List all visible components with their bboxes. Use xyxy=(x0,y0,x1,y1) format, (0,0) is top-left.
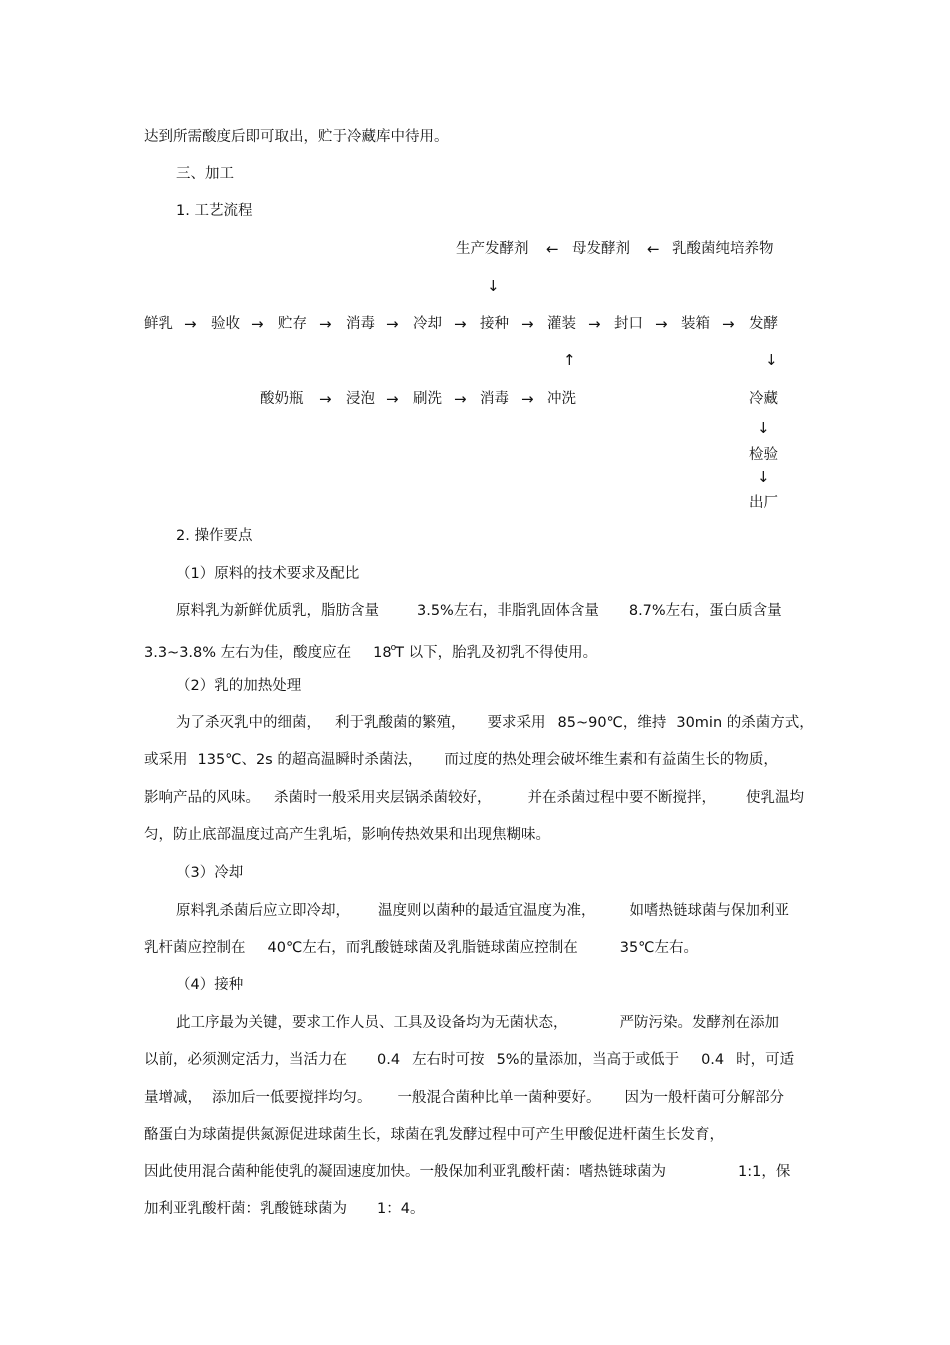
right-arrow: → xyxy=(521,390,534,408)
text-segment: 影响产品的风味。 xyxy=(144,790,260,806)
right-arrow: → xyxy=(655,315,668,333)
item-heading-inoculation: （4）接种 xyxy=(176,977,244,993)
text-segment: 135℃、2s 的超高温瞬时杀菌法， xyxy=(197,752,423,768)
intro-line: 达到所需酸度后即可取出，贮于冷藏库中待用。 xyxy=(144,129,449,145)
subsection-flow-title: 1. 工艺流程 xyxy=(176,203,253,219)
text-segment: 或采用 xyxy=(144,752,188,768)
text-segment: 严防污染。发酵剂在添加 xyxy=(619,1015,779,1031)
flow-node-production-starter: 生产发酵剂 xyxy=(456,241,529,257)
text-segment: 原料乳为新鲜优质乳，脂肪含量 xyxy=(176,603,379,619)
text-segment: 杀菌时一般采用夹层锅杀菌较好， xyxy=(274,790,492,806)
section-heading: 三、加工 xyxy=(176,166,234,182)
flow-node-bottle-disinfection: 消毒 xyxy=(480,391,509,407)
text-segment: 1：4。 xyxy=(377,1201,425,1217)
text-segment: 添加后一低要搅拌均匀。 xyxy=(212,1090,372,1106)
degree-sup: o xyxy=(390,643,397,653)
item-heading-heat-treatment: （2）乳的加热处理 xyxy=(176,678,302,694)
left-arrow: ← xyxy=(647,240,660,258)
right-arrow: → xyxy=(454,390,467,408)
flow-node-sealing: 封口 xyxy=(614,316,643,332)
text-segment: 量增减， xyxy=(144,1090,202,1106)
paragraph-line xyxy=(144,938,698,958)
text-segment: 一般混合菌种比单一菌种要好。 xyxy=(397,1090,601,1106)
text-segment: 30min 的杀菌方式， xyxy=(676,715,814,731)
up-arrow: ↑ xyxy=(563,351,576,369)
right-arrow: → xyxy=(319,390,332,408)
text-segment: 而过度的热处理会破坏维生素和有益菌生长的物质， xyxy=(444,752,778,768)
text-segment: 因此使用混合菌种能使乳的凝固速度加快。一般保加利亚乳酸杆菌：嗜热链球菌为 xyxy=(144,1164,666,1180)
text-segment: 85~90℃，维持 xyxy=(557,715,667,731)
flow-node-rinsing: 冲洗 xyxy=(547,391,576,407)
text-segment: 如嗜热链球菌与保加利亚 xyxy=(629,903,789,919)
left-arrow: ← xyxy=(546,240,559,258)
text-segment: 乳杆菌应控制在 xyxy=(144,940,246,956)
paragraph-line xyxy=(176,1013,779,1033)
flow-node-yogurt-bottle: 酸奶瓶 xyxy=(260,391,304,407)
flow-node-cooling: 冷却 xyxy=(413,316,442,332)
item-heading-cooling: （3）冷却 xyxy=(176,865,244,881)
paragraph-line: 酪蛋白为球菌提供氮源促进球菌生长，球菌在乳发酵过程中可产生甲酸促进杆菌生长发育， xyxy=(144,1127,724,1143)
text-segment: 使乳温均 xyxy=(746,790,804,806)
down-arrow: ↓ xyxy=(757,419,770,437)
down-arrow: ↓ xyxy=(765,351,778,369)
item-heading-raw-materials: （1）原料的技术要求及配比 xyxy=(176,566,360,582)
text-segment: 左右时可按 xyxy=(412,1052,485,1068)
text-segment: 时，可适 xyxy=(736,1052,795,1068)
right-arrow: → xyxy=(386,315,399,333)
text-segment: 以前，必须测定活力，当活力在 xyxy=(144,1052,347,1068)
subsection-points-title: 2. 操作要点 xyxy=(176,528,253,544)
right-arrow: → xyxy=(251,315,264,333)
down-arrow: ↓ xyxy=(757,468,770,486)
text-segment: T 以下，胎乳及初乳不得使用。 xyxy=(395,645,598,661)
paragraph-line xyxy=(144,638,597,663)
down-arrow: ↓ xyxy=(487,277,500,295)
paragraph-line xyxy=(144,788,804,808)
right-arrow: → xyxy=(386,390,399,408)
text-segment: 35℃左右。 xyxy=(619,940,698,956)
flow-node-boxing: 装箱 xyxy=(681,316,710,332)
flow-node-shipping: 出厂 xyxy=(749,495,778,511)
flow-node-disinfection: 消毒 xyxy=(346,316,375,332)
right-arrow: → xyxy=(588,315,601,333)
text-segment: 8.7%左右，蛋白质含量 xyxy=(628,603,782,619)
flow-node-fresh-milk: 鲜乳 xyxy=(144,316,173,332)
text-segment: 0.4 xyxy=(377,1052,401,1068)
flow-node-storage: 贮存 xyxy=(278,316,307,332)
text-segment: 温度则以菌种的最适宜温度为准， xyxy=(378,903,596,919)
text-segment: 原料乳杀菌后应立即冷却， xyxy=(176,903,350,919)
paragraph-line xyxy=(176,901,789,921)
text-segment: 因为一般杆菌可分解部分 xyxy=(624,1090,784,1106)
flow-node-filling: 灌装 xyxy=(547,316,576,332)
text-segment: 的量添加，当高于或低于 xyxy=(519,1052,680,1068)
text-segment: 此工序最为关键，要求工作人员、工具及设备均为无菌状态， xyxy=(176,1015,568,1031)
paragraph-line xyxy=(176,713,814,733)
right-arrow: → xyxy=(454,315,467,333)
flow-node-pure-culture: 乳酸菌纯培养物 xyxy=(672,241,774,257)
text-segment: 利于乳酸菌的繁殖， xyxy=(335,715,466,731)
paragraph-line xyxy=(144,1162,790,1182)
text-segment: 加利亚乳酸杆菌：乳酸链球菌为 xyxy=(144,1201,347,1217)
paragraph-line xyxy=(144,750,778,770)
flow-node-brushing: 刷洗 xyxy=(413,391,442,407)
text-segment: 要求采用 xyxy=(487,715,546,731)
paragraph-line xyxy=(144,1050,794,1070)
flow-node-fermentation: 发酵 xyxy=(749,316,778,332)
right-arrow: → xyxy=(521,315,534,333)
flow-node-inspection: 验收 xyxy=(211,316,240,332)
paragraph-line xyxy=(144,1199,424,1219)
right-arrow: → xyxy=(319,315,332,333)
right-arrow: → xyxy=(184,315,197,333)
text-segment: 5% xyxy=(496,1052,520,1068)
text-segment: 3.3~3.8% 左右为佳，酸度应在 xyxy=(144,645,352,661)
text-segment: 并在杀菌过程中要不断搅拌， xyxy=(527,790,716,806)
paragraph-line xyxy=(144,1088,784,1108)
text-segment: 为了杀灭乳中的细菌， xyxy=(176,715,321,731)
text-segment: 1:1，保 xyxy=(738,1164,791,1180)
flow-node-mother-starter: 母发酵剂 xyxy=(572,241,630,257)
paragraph-line xyxy=(176,601,782,621)
flow-node-soaking: 浸泡 xyxy=(346,391,375,407)
right-arrow: → xyxy=(722,315,735,333)
text-segment: 40℃左右，而乳酸链球菌及乳脂链球菌应控制在 xyxy=(267,940,578,956)
flow-node-quality-check: 检验 xyxy=(749,447,778,463)
text-segment: 0.4 xyxy=(701,1052,725,1068)
flow-node-inoculation: 接种 xyxy=(480,316,509,332)
text-segment: 3.5%左右，非脂乳固体含量 xyxy=(417,603,599,619)
flow-node-refrigeration: 冷藏 xyxy=(749,391,778,407)
text-segment: 18 xyxy=(373,645,392,661)
paragraph-line: 匀，防止底部温度过高产生乳垢，影响传热效果和出现焦糊味。 xyxy=(144,827,550,843)
